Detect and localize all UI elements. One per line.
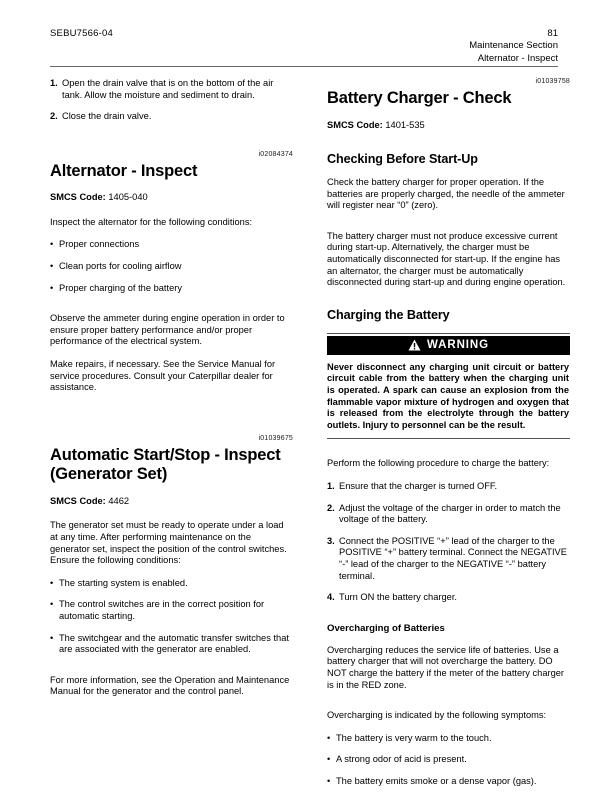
list-item xyxy=(50,78,293,101)
bullet-icon: • xyxy=(327,732,331,743)
page-number: 81 xyxy=(547,28,558,39)
section-intro: Inspect the alternator for the following conditions: xyxy=(50,216,253,227)
step-number: 3. xyxy=(327,535,335,546)
warning-label: WARNING xyxy=(427,339,489,352)
list-item xyxy=(50,599,293,622)
warning-bottom-divider xyxy=(327,438,570,439)
list-item xyxy=(327,481,570,493)
bullet-icon: • xyxy=(50,632,54,643)
list-item-label: The battery emits smoke or a dense vapor (gas). xyxy=(336,775,537,786)
step-number: 1. xyxy=(327,481,335,491)
left-column xyxy=(50,78,293,709)
bullet-icon: • xyxy=(50,239,54,250)
section-name: Maintenance Section xyxy=(469,40,558,52)
list-item-label: Clean ports for cooling airflow xyxy=(59,261,182,272)
warning-top-divider xyxy=(327,333,570,334)
section-title: Battery Charger - Check xyxy=(327,89,512,107)
step-number: 2. xyxy=(50,111,58,122)
right-column xyxy=(327,78,570,799)
list-item-label: Proper charging of the battery xyxy=(59,282,182,293)
automatic-start-stop-section xyxy=(50,435,293,698)
page-header xyxy=(50,28,558,66)
bullet-icon: • xyxy=(50,282,54,293)
step-text: Turn ON the battery charger. xyxy=(339,592,457,603)
subsection-heading-charging: Charging the Battery xyxy=(327,307,450,322)
procedure-intro: Perform the following procedure to charge the battery: xyxy=(327,458,550,469)
reference-id: i02084374 xyxy=(258,150,293,158)
step-text: Close the drain valve. xyxy=(62,111,152,122)
warning-triangle-icon xyxy=(408,339,421,351)
smcs-label: SMCS Code: xyxy=(327,119,383,130)
subsection-heading-checking: Checking Before Start-Up xyxy=(327,152,478,167)
warning-text: Never disconnect any charging unit circuit or battery circuit cable from the battery when the charging unit is operated. A spark can cause an explosion from the flammable vapor mixture of hydrogen and oxygen that is released from the electrolyte through the battery outlets. Injury to personnel can be the result. xyxy=(327,361,569,430)
bullet-icon: • xyxy=(50,599,54,610)
list-item-label: A strong odor of acid is present. xyxy=(336,754,467,765)
battery-charger-check-section xyxy=(327,78,570,788)
autostart-condition-list xyxy=(50,578,293,656)
step-text: Open the drain valve that is on the bottom of the air tank. Allow the moisture and sediment to drain. xyxy=(62,78,274,100)
list-item xyxy=(50,111,293,123)
header-divider xyxy=(50,66,558,67)
list-item xyxy=(327,503,570,526)
body-paragraph: Make repairs, if necessary. See the Service Manual for service procedures. Consult your Caterpillar dealer for assistance. xyxy=(50,359,276,393)
smcs-label: SMCS Code: xyxy=(50,192,106,203)
warning-banner xyxy=(327,336,570,355)
smcs-label: SMCS Code: xyxy=(50,495,106,506)
step-text: Connect the POSITIVE “+” lead of the charger to the POSITIVE “+” battery terminal. Connect the NEGATIVE “-” lead of the charger to the NEGATIVE “-” battery terminal. xyxy=(339,535,567,581)
section-title: Automatic Start/Stop - Inspect (Generator Set) xyxy=(50,445,281,484)
alternator-condition-list xyxy=(50,239,293,294)
reference-id: i01039675 xyxy=(258,434,293,442)
overcharging-symptom-list xyxy=(327,733,570,788)
list-item-label: Proper connections xyxy=(59,239,140,250)
subsection-heading-overcharging: Overcharging of Batteries xyxy=(327,622,445,634)
air-tank-step-list xyxy=(50,78,293,123)
page-title: Alternator - Inspect xyxy=(50,161,198,180)
bullet-icon: • xyxy=(50,261,54,272)
body-paragraph: Overcharging reduces the service life of batteries. Use a battery charger that will not overcharge the battery. DO NOT charge the battery if the meter of the battery charger is in the RED zone. xyxy=(327,644,565,690)
reference-id: i01039758 xyxy=(535,78,570,85)
body-paragraph: The battery charger must not produce excessive current during start-up. Alternatively, the charger must be automatically disconnected for start-up. If the engine has an alternator, the charger must be automatically disconnected during start-up and during engine operation. xyxy=(327,230,566,288)
list-item xyxy=(327,733,570,745)
list-item xyxy=(327,754,570,766)
list-item-label: The battery is very warm to the touch. xyxy=(336,732,492,743)
list-item-label: The switchgear and the automatic transfer switches that are associated with the generator are enabled. xyxy=(59,632,289,655)
list-item xyxy=(327,592,570,604)
list-item xyxy=(50,633,293,656)
alternator-inspect-section xyxy=(50,151,293,394)
body-paragraph: Observe the ammeter during engine operation in order to ensure proper battery performance and/or proper performance of the electrical system. xyxy=(50,313,285,347)
step-number: 2. xyxy=(327,502,335,513)
step-number: 4. xyxy=(327,592,335,603)
step-number: 1. xyxy=(50,78,58,88)
step-text: Ensure that the charger is turned OFF. xyxy=(339,481,498,491)
body-paragraph: Check the battery charger for proper operation. If the batteries are properly charged, the needle of the ammeter will register near “0” (zero). xyxy=(327,177,565,211)
smcs-code xyxy=(50,496,293,508)
section-intro: The generator set must be ready to operate under a load at any time. After performing maintenance on the generator set, inspect the position of the control switches. Ensure the following conditions: xyxy=(50,520,287,566)
warning-box xyxy=(327,333,570,440)
list-item-label: The starting system is enabled. xyxy=(59,577,188,588)
bullet-icon: • xyxy=(50,577,54,588)
list-item xyxy=(50,239,293,251)
list-item xyxy=(50,261,293,273)
charging-procedure-list xyxy=(327,481,570,604)
smcs-value: 4462 xyxy=(105,495,130,506)
smcs-code xyxy=(327,120,570,132)
body-paragraph: For more information, see the Operation and Maintenance Manual for the generator and the control panel. xyxy=(50,674,290,697)
list-item xyxy=(327,776,570,788)
header-right-block xyxy=(469,28,558,65)
document-number: SEBU7566-04 xyxy=(50,28,113,39)
list-item xyxy=(50,578,293,590)
smcs-value: 1405-040 xyxy=(105,192,148,203)
smcs-code xyxy=(50,192,293,204)
list-item xyxy=(50,283,293,295)
list-item-label: The control switches are in the correct position for automatic starting. xyxy=(59,599,265,621)
topic-name: Alternator - Inspect xyxy=(477,52,558,64)
smcs-value: 1401-535 xyxy=(382,119,425,130)
bullet-icon: • xyxy=(327,775,331,786)
list-item xyxy=(327,536,570,582)
step-text: Adjust the voltage of the charger in order to match the voltage of the battery. xyxy=(339,502,561,525)
bullet-icon: • xyxy=(327,754,331,765)
symptoms-intro: Overcharging is indicated by the following symptoms: xyxy=(327,710,547,721)
